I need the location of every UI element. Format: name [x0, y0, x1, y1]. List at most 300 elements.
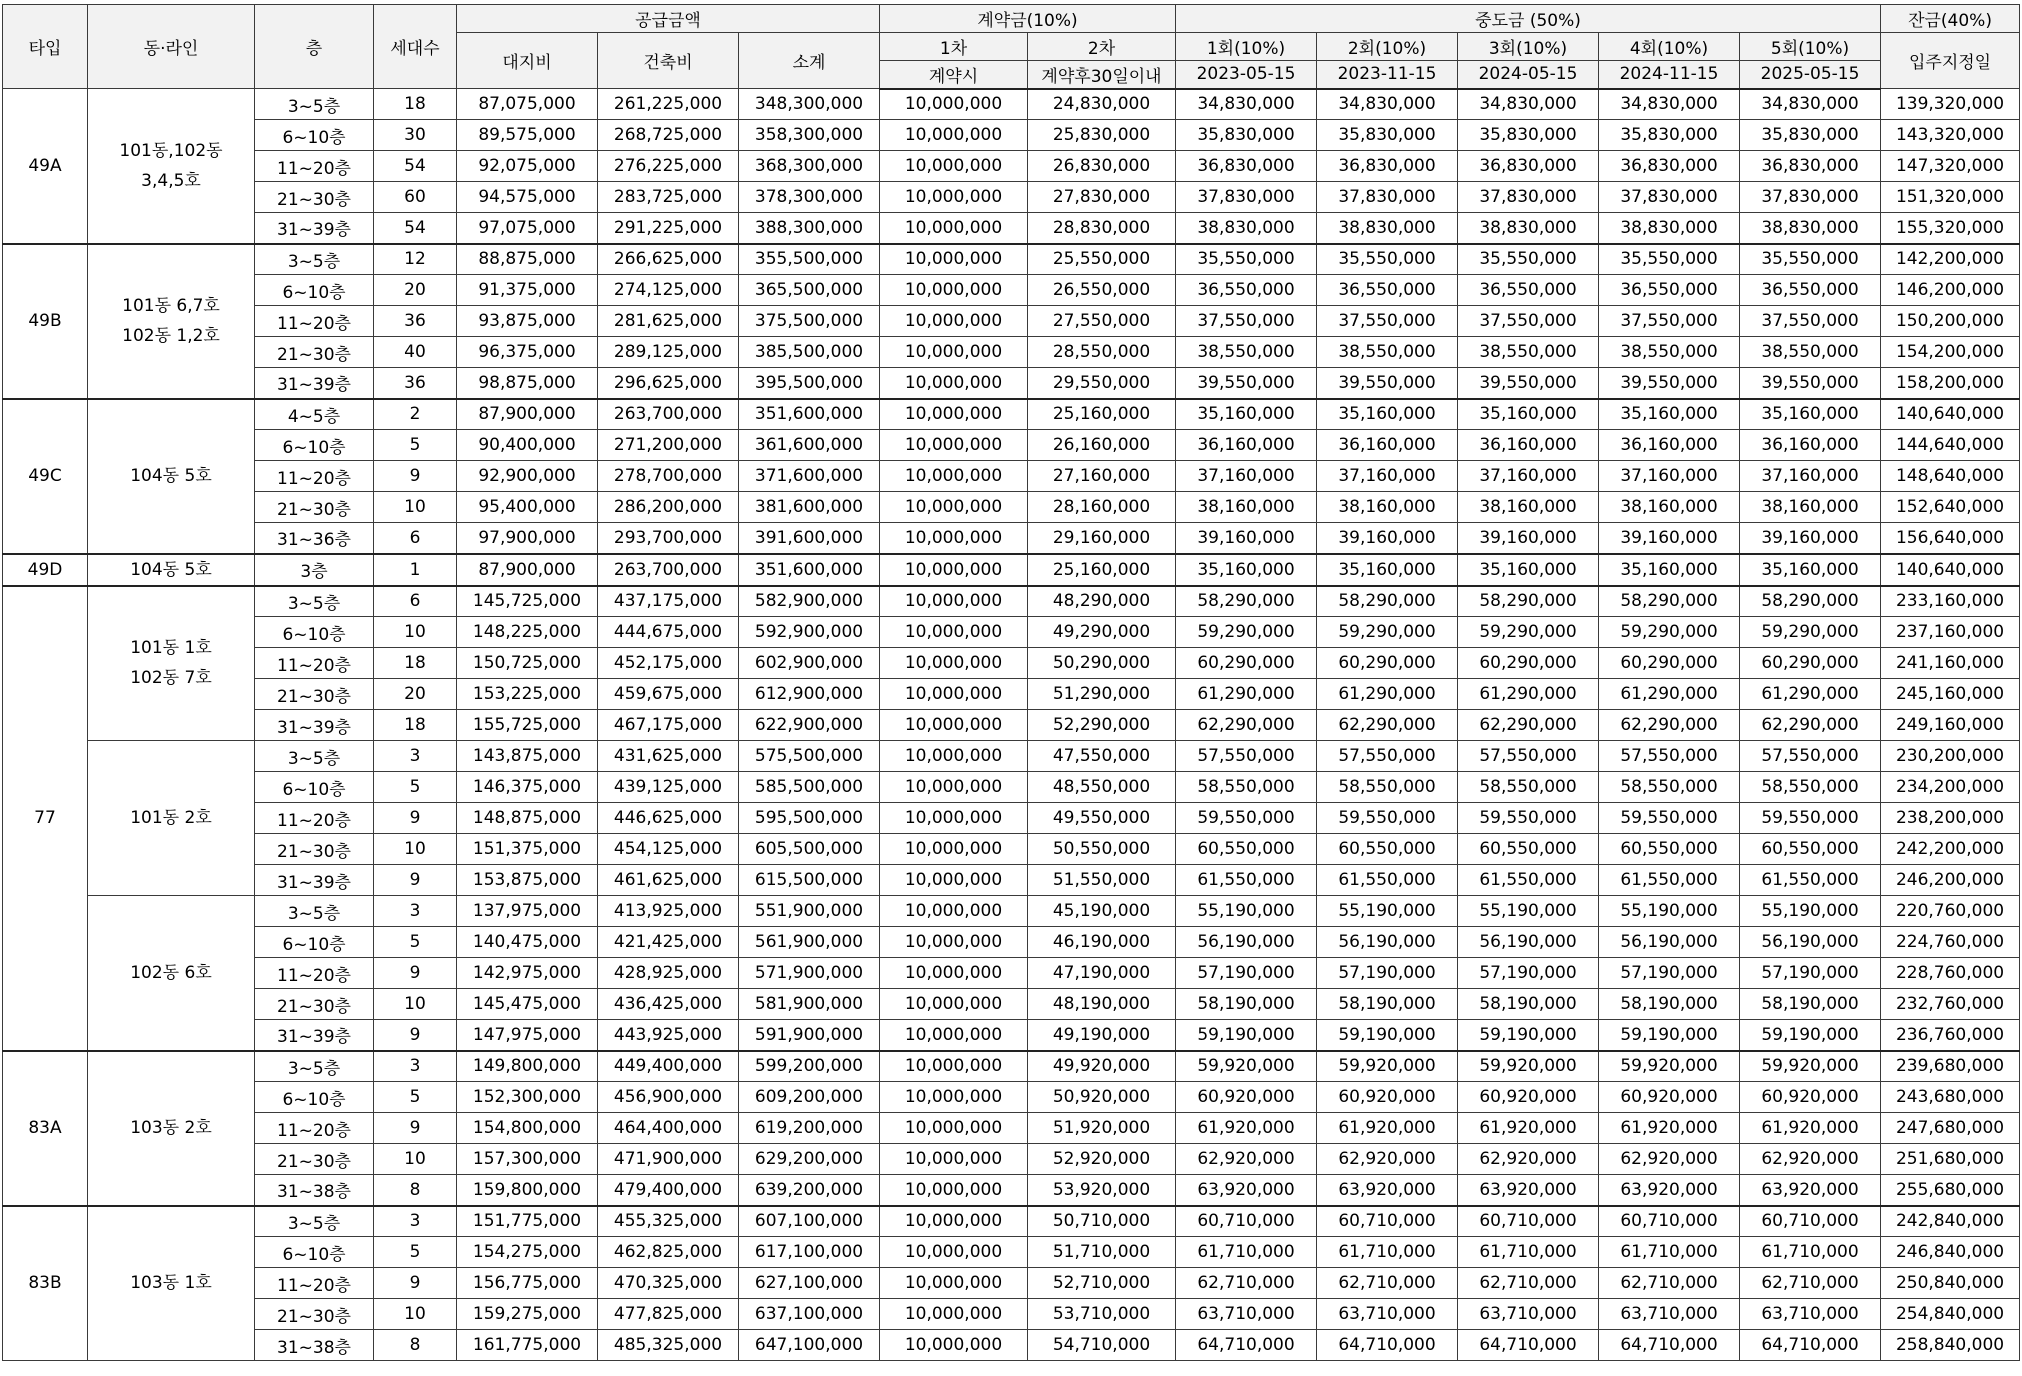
balance-cell: 233,160,000: [1881, 586, 2020, 617]
floor-cell: 21~30층: [255, 1144, 374, 1175]
floor-cell: 21~30층: [255, 337, 374, 368]
middle-5-cell: 38,550,000: [1740, 337, 1881, 368]
middle-3-cell: 59,290,000: [1458, 617, 1599, 648]
land-price-cell: 145,725,000: [457, 586, 598, 617]
middle-3-cell: 38,830,000: [1458, 213, 1599, 244]
households-cell: 36: [374, 306, 457, 337]
land-price-cell: 137,975,000: [457, 896, 598, 927]
subtotal-cell: 612,900,000: [739, 679, 880, 710]
floor-cell: 6~10층: [255, 120, 374, 151]
contract-2-cell: 26,160,000: [1028, 430, 1176, 461]
contract-1-cell: 10,000,000: [880, 461, 1028, 492]
households-cell: 10: [374, 989, 457, 1020]
households-cell: 9: [374, 865, 457, 896]
households-cell: 9: [374, 803, 457, 834]
balance-cell: 237,160,000: [1881, 617, 2020, 648]
type-cell: 49A: [3, 89, 88, 244]
balance-cell: 151,320,000: [1881, 182, 2020, 213]
land-price-cell: 90,400,000: [457, 430, 598, 461]
land-price-cell: 151,775,000: [457, 1206, 598, 1237]
contract-1-cell: 10,000,000: [880, 399, 1028, 430]
middle-3-cell: 60,290,000: [1458, 648, 1599, 679]
table-row: [3, 865, 2020, 896]
building-price-cell: 296,625,000: [598, 368, 739, 399]
middle-5-cell: 37,160,000: [1740, 461, 1881, 492]
middle-5-cell: 60,290,000: [1740, 648, 1881, 679]
middle-3-cell: 60,920,000: [1458, 1082, 1599, 1113]
balance-cell: 242,200,000: [1881, 834, 2020, 865]
middle-3-cell: 62,710,000: [1458, 1268, 1599, 1299]
contract-1-cell: 10,000,000: [880, 213, 1028, 244]
dong-line-cell: 101동 6,7호 102동 1,2호: [88, 244, 255, 399]
floor-cell: 11~20층: [255, 461, 374, 492]
header-middle-5-date: 2025-05-15: [1740, 61, 1881, 89]
middle-1-cell: 61,550,000: [1176, 865, 1317, 896]
middle-1-cell: 63,920,000: [1176, 1175, 1317, 1206]
middle-1-cell: 59,290,000: [1176, 617, 1317, 648]
middle-5-cell: 62,710,000: [1740, 1268, 1881, 1299]
balance-cell: 150,200,000: [1881, 306, 2020, 337]
contract-2-cell: 25,160,000: [1028, 554, 1176, 586]
table-row: [3, 399, 2020, 430]
land-price-cell: 152,300,000: [457, 1082, 598, 1113]
dong-line-cell: 104동 5호: [88, 554, 255, 586]
contract-1-cell: 10,000,000: [880, 120, 1028, 151]
middle-4-cell: 62,710,000: [1599, 1268, 1740, 1299]
balance-cell: 236,760,000: [1881, 1020, 2020, 1051]
contract-1-cell: 10,000,000: [880, 89, 1028, 120]
middle-2-cell: 39,160,000: [1317, 523, 1458, 554]
subtotal-cell: 571,900,000: [739, 958, 880, 989]
floor-cell: 31~39층: [255, 710, 374, 741]
middle-4-cell: 60,920,000: [1599, 1082, 1740, 1113]
middle-4-cell: 37,830,000: [1599, 182, 1740, 213]
header-contract-2: 2차: [1028, 33, 1176, 61]
land-price-cell: 155,725,000: [457, 710, 598, 741]
header-dong-line: 동·라인: [88, 5, 255, 89]
households-cell: 18: [374, 648, 457, 679]
middle-4-cell: 61,290,000: [1599, 679, 1740, 710]
table-row: [3, 430, 2020, 461]
middle-2-cell: 55,190,000: [1317, 896, 1458, 927]
households-cell: 10: [374, 834, 457, 865]
contract-1-cell: 10,000,000: [880, 865, 1028, 896]
middle-5-cell: 61,290,000: [1740, 679, 1881, 710]
middle-1-cell: 35,160,000: [1176, 554, 1317, 586]
contract-2-cell: 51,550,000: [1028, 865, 1176, 896]
middle-2-cell: 61,290,000: [1317, 679, 1458, 710]
building-price-cell: 467,175,000: [598, 710, 739, 741]
header-middle-2-date: 2023-11-15: [1317, 61, 1458, 89]
middle-5-cell: 58,190,000: [1740, 989, 1881, 1020]
balance-cell: 238,200,000: [1881, 803, 2020, 834]
middle-2-cell: 63,920,000: [1317, 1175, 1458, 1206]
building-price-cell: 452,175,000: [598, 648, 739, 679]
middle-5-cell: 39,160,000: [1740, 523, 1881, 554]
building-price-cell: 477,825,000: [598, 1299, 739, 1330]
building-price-cell: 443,925,000: [598, 1020, 739, 1051]
balance-cell: 146,200,000: [1881, 275, 2020, 306]
building-price-cell: 271,200,000: [598, 430, 739, 461]
contract-1-cell: 10,000,000: [880, 182, 1028, 213]
middle-1-cell: 38,830,000: [1176, 213, 1317, 244]
dong-line-cell: 101동 2호: [88, 741, 255, 896]
land-price-cell: 153,875,000: [457, 865, 598, 896]
subtotal-cell: 609,200,000: [739, 1082, 880, 1113]
middle-5-cell: 64,710,000: [1740, 1330, 1881, 1361]
table-row: [3, 803, 2020, 834]
middle-1-cell: 62,710,000: [1176, 1268, 1317, 1299]
floor-cell: 11~20층: [255, 1113, 374, 1144]
middle-2-cell: 59,290,000: [1317, 617, 1458, 648]
table-row: [3, 586, 2020, 617]
households-cell: 10: [374, 1299, 457, 1330]
middle-5-cell: 35,160,000: [1740, 399, 1881, 430]
balance-cell: 250,840,000: [1881, 1268, 2020, 1299]
building-price-cell: 462,825,000: [598, 1237, 739, 1268]
middle-1-cell: 61,290,000: [1176, 679, 1317, 710]
middle-4-cell: 59,290,000: [1599, 617, 1740, 648]
middle-2-cell: 62,710,000: [1317, 1268, 1458, 1299]
table-row: [3, 1020, 2020, 1051]
middle-5-cell: 60,710,000: [1740, 1206, 1881, 1237]
balance-cell: 154,200,000: [1881, 337, 2020, 368]
middle-1-cell: 61,710,000: [1176, 1237, 1317, 1268]
households-cell: 9: [374, 958, 457, 989]
table-row: [3, 461, 2020, 492]
type-cell: 83B: [3, 1206, 88, 1361]
header-households: 세대수: [374, 5, 457, 89]
households-cell: 18: [374, 89, 457, 120]
table-row: [3, 244, 2020, 275]
dong-line-cell: 103동 2호: [88, 1051, 255, 1206]
contract-2-cell: 47,550,000: [1028, 741, 1176, 772]
middle-4-cell: 57,550,000: [1599, 741, 1740, 772]
contract-2-cell: 49,190,000: [1028, 1020, 1176, 1051]
table-row: [3, 554, 2020, 586]
households-cell: 18: [374, 710, 457, 741]
floor-cell: 31~39층: [255, 368, 374, 399]
contract-2-cell: 26,550,000: [1028, 275, 1176, 306]
middle-5-cell: 34,830,000: [1740, 89, 1881, 120]
payment-schedule-table: [2, 4, 2020, 1361]
contract-2-cell: 27,830,000: [1028, 182, 1176, 213]
middle-3-cell: 35,830,000: [1458, 120, 1599, 151]
middle-4-cell: 58,290,000: [1599, 586, 1740, 617]
contract-1-cell: 10,000,000: [880, 306, 1028, 337]
floor-cell: 6~10층: [255, 430, 374, 461]
subtotal-cell: 371,600,000: [739, 461, 880, 492]
table-row: [3, 710, 2020, 741]
table-row: [3, 1175, 2020, 1206]
contract-2-cell: 53,920,000: [1028, 1175, 1176, 1206]
middle-5-cell: 36,160,000: [1740, 430, 1881, 461]
table-row: [3, 679, 2020, 710]
middle-5-cell: 57,550,000: [1740, 741, 1881, 772]
building-price-cell: 436,425,000: [598, 989, 739, 1020]
building-price-cell: 446,625,000: [598, 803, 739, 834]
table-row: [3, 368, 2020, 399]
middle-4-cell: 55,190,000: [1599, 896, 1740, 927]
middle-3-cell: 61,920,000: [1458, 1113, 1599, 1144]
subtotal-cell: 615,500,000: [739, 865, 880, 896]
contract-1-cell: 10,000,000: [880, 1268, 1028, 1299]
table-row: [3, 834, 2020, 865]
contract-2-cell: 51,710,000: [1028, 1237, 1176, 1268]
middle-4-cell: 63,920,000: [1599, 1175, 1740, 1206]
middle-4-cell: 39,550,000: [1599, 368, 1740, 399]
middle-1-cell: 38,160,000: [1176, 492, 1317, 523]
contract-1-cell: 10,000,000: [880, 586, 1028, 617]
households-cell: 5: [374, 1237, 457, 1268]
subtotal-cell: 575,500,000: [739, 741, 880, 772]
contract-2-cell: 27,160,000: [1028, 461, 1176, 492]
dong-line-cell: 104동 5호: [88, 399, 255, 554]
subtotal-cell: 582,900,000: [739, 586, 880, 617]
middle-1-cell: 35,830,000: [1176, 120, 1317, 151]
type-cell: 77: [3, 586, 88, 1051]
middle-5-cell: 59,550,000: [1740, 803, 1881, 834]
land-price-cell: 159,275,000: [457, 1299, 598, 1330]
table-row: [3, 1082, 2020, 1113]
building-price-cell: 464,400,000: [598, 1113, 739, 1144]
type-cell: 49C: [3, 399, 88, 554]
table-header: [3, 5, 2020, 89]
middle-3-cell: 63,710,000: [1458, 1299, 1599, 1330]
subtotal-cell: 629,200,000: [739, 1144, 880, 1175]
floor-cell: 31~39층: [255, 213, 374, 244]
table-row: [3, 89, 2020, 120]
table-row: [3, 896, 2020, 927]
subtotal-cell: 355,500,000: [739, 244, 880, 275]
balance-cell: 249,160,000: [1881, 710, 2020, 741]
middle-1-cell: 58,290,000: [1176, 586, 1317, 617]
table-row: [3, 989, 2020, 1020]
balance-cell: 251,680,000: [1881, 1144, 2020, 1175]
balance-cell: 232,760,000: [1881, 989, 2020, 1020]
subtotal-cell: 639,200,000: [739, 1175, 880, 1206]
contract-1-cell: 10,000,000: [880, 1144, 1028, 1175]
land-price-cell: 156,775,000: [457, 1268, 598, 1299]
households-cell: 12: [374, 244, 457, 275]
building-price-cell: 286,200,000: [598, 492, 739, 523]
subtotal-cell: 381,600,000: [739, 492, 880, 523]
middle-1-cell: 58,190,000: [1176, 989, 1317, 1020]
middle-4-cell: 58,550,000: [1599, 772, 1740, 803]
middle-1-cell: 60,920,000: [1176, 1082, 1317, 1113]
balance-cell: 158,200,000: [1881, 368, 2020, 399]
table-row: [3, 306, 2020, 337]
contract-1-cell: 10,000,000: [880, 648, 1028, 679]
middle-1-cell: 61,920,000: [1176, 1113, 1317, 1144]
middle-4-cell: 35,160,000: [1599, 554, 1740, 586]
contract-1-cell: 10,000,000: [880, 896, 1028, 927]
middle-5-cell: 62,290,000: [1740, 710, 1881, 741]
land-price-cell: 91,375,000: [457, 275, 598, 306]
middle-2-cell: 64,710,000: [1317, 1330, 1458, 1361]
contract-2-cell: 54,710,000: [1028, 1330, 1176, 1361]
land-price-cell: 87,900,000: [457, 399, 598, 430]
building-price-cell: 471,900,000: [598, 1144, 739, 1175]
contract-1-cell: 10,000,000: [880, 1051, 1028, 1082]
middle-4-cell: 37,160,000: [1599, 461, 1740, 492]
balance-cell: 156,640,000: [1881, 523, 2020, 554]
middle-5-cell: 62,920,000: [1740, 1144, 1881, 1175]
header-type: 타입: [3, 5, 88, 89]
dong-line-cell: 103동 1호: [88, 1206, 255, 1361]
middle-5-cell: 59,290,000: [1740, 617, 1881, 648]
floor-cell: 31~38층: [255, 1175, 374, 1206]
households-cell: 9: [374, 1268, 457, 1299]
contract-2-cell: 52,920,000: [1028, 1144, 1176, 1175]
subtotal-cell: 378,300,000: [739, 182, 880, 213]
floor-cell: 3~5층: [255, 586, 374, 617]
contract-2-cell: 53,710,000: [1028, 1299, 1176, 1330]
middle-3-cell: 61,550,000: [1458, 865, 1599, 896]
middle-2-cell: 61,550,000: [1317, 865, 1458, 896]
floor-cell: 31~39층: [255, 1020, 374, 1051]
contract-1-cell: 10,000,000: [880, 554, 1028, 586]
contract-1-cell: 10,000,000: [880, 1020, 1028, 1051]
middle-4-cell: 62,920,000: [1599, 1144, 1740, 1175]
middle-3-cell: 61,710,000: [1458, 1237, 1599, 1268]
households-cell: 6: [374, 523, 457, 554]
middle-3-cell: 62,920,000: [1458, 1144, 1599, 1175]
floor-cell: 6~10층: [255, 617, 374, 648]
contract-1-cell: 10,000,000: [880, 1206, 1028, 1237]
middle-1-cell: 39,160,000: [1176, 523, 1317, 554]
middle-4-cell: 38,830,000: [1599, 213, 1740, 244]
middle-5-cell: 60,550,000: [1740, 834, 1881, 865]
floor-cell: 11~20층: [255, 803, 374, 834]
contract-2-cell: 48,290,000: [1028, 586, 1176, 617]
middle-1-cell: 60,710,000: [1176, 1206, 1317, 1237]
contract-2-cell: 51,290,000: [1028, 679, 1176, 710]
households-cell: 5: [374, 1082, 457, 1113]
middle-4-cell: 61,550,000: [1599, 865, 1740, 896]
contract-2-cell: 51,920,000: [1028, 1113, 1176, 1144]
middle-2-cell: 35,160,000: [1317, 554, 1458, 586]
subtotal-cell: 607,100,000: [739, 1206, 880, 1237]
land-price-cell: 147,975,000: [457, 1020, 598, 1051]
table-row: [3, 927, 2020, 958]
floor-cell: 3~5층: [255, 89, 374, 120]
floor-cell: 11~20층: [255, 306, 374, 337]
middle-3-cell: 35,550,000: [1458, 244, 1599, 275]
middle-2-cell: 60,920,000: [1317, 1082, 1458, 1113]
floor-cell: 21~30층: [255, 989, 374, 1020]
table-body: [3, 89, 2020, 1361]
table-row: [3, 1299, 2020, 1330]
middle-1-cell: 37,830,000: [1176, 182, 1317, 213]
contract-1-cell: 10,000,000: [880, 803, 1028, 834]
middle-4-cell: 34,830,000: [1599, 89, 1740, 120]
building-price-cell: 281,625,000: [598, 306, 739, 337]
type-cell: 83A: [3, 1051, 88, 1206]
subtotal-cell: 599,200,000: [739, 1051, 880, 1082]
middle-4-cell: 60,290,000: [1599, 648, 1740, 679]
balance-cell: 220,760,000: [1881, 896, 2020, 927]
contract-2-cell: 52,290,000: [1028, 710, 1176, 741]
building-price-cell: 428,925,000: [598, 958, 739, 989]
middle-5-cell: 37,830,000: [1740, 182, 1881, 213]
subtotal-cell: 619,200,000: [739, 1113, 880, 1144]
floor-cell: 4~5층: [255, 399, 374, 430]
subtotal-cell: 368,300,000: [739, 151, 880, 182]
middle-4-cell: 36,830,000: [1599, 151, 1740, 182]
land-price-cell: 88,875,000: [457, 244, 598, 275]
balance-cell: 144,640,000: [1881, 430, 2020, 461]
contract-1-cell: 10,000,000: [880, 958, 1028, 989]
subtotal-cell: 365,500,000: [739, 275, 880, 306]
subtotal-cell: 637,100,000: [739, 1299, 880, 1330]
contract-1-cell: 10,000,000: [880, 337, 1028, 368]
middle-2-cell: 35,160,000: [1317, 399, 1458, 430]
land-price-cell: 148,225,000: [457, 617, 598, 648]
building-price-cell: 283,725,000: [598, 182, 739, 213]
header-middle-4-date: 2024-11-15: [1599, 61, 1740, 89]
subtotal-cell: 591,900,000: [739, 1020, 880, 1051]
middle-2-cell: 58,190,000: [1317, 989, 1458, 1020]
households-cell: 54: [374, 213, 457, 244]
floor-cell: 31~38층: [255, 1330, 374, 1361]
middle-2-cell: 36,550,000: [1317, 275, 1458, 306]
middle-5-cell: 63,710,000: [1740, 1299, 1881, 1330]
middle-4-cell: 56,190,000: [1599, 927, 1740, 958]
header-floor: 층: [255, 5, 374, 89]
table-row: [3, 617, 2020, 648]
building-price-cell: 455,325,000: [598, 1206, 739, 1237]
middle-4-cell: 38,160,000: [1599, 492, 1740, 523]
middle-5-cell: 39,550,000: [1740, 368, 1881, 399]
middle-3-cell: 36,550,000: [1458, 275, 1599, 306]
subtotal-cell: 622,900,000: [739, 710, 880, 741]
land-price-cell: 154,275,000: [457, 1237, 598, 1268]
floor-cell: 6~10층: [255, 1237, 374, 1268]
contract-2-cell: 29,550,000: [1028, 368, 1176, 399]
balance-cell: 148,640,000: [1881, 461, 2020, 492]
middle-2-cell: 60,550,000: [1317, 834, 1458, 865]
contract-2-cell: 27,550,000: [1028, 306, 1176, 337]
middle-1-cell: 35,160,000: [1176, 399, 1317, 430]
land-price-cell: 95,400,000: [457, 492, 598, 523]
subtotal-cell: 592,900,000: [739, 617, 880, 648]
floor-cell: 21~30층: [255, 492, 374, 523]
middle-1-cell: 64,710,000: [1176, 1330, 1317, 1361]
contract-2-cell: 50,710,000: [1028, 1206, 1176, 1237]
households-cell: 9: [374, 1020, 457, 1051]
contract-1-cell: 10,000,000: [880, 989, 1028, 1020]
floor-cell: 3~5층: [255, 244, 374, 275]
contract-1-cell: 10,000,000: [880, 1299, 1028, 1330]
land-price-cell: 161,775,000: [457, 1330, 598, 1361]
middle-4-cell: 36,550,000: [1599, 275, 1740, 306]
building-price-cell: 291,225,000: [598, 213, 739, 244]
contract-2-cell: 29,160,000: [1028, 523, 1176, 554]
middle-4-cell: 59,550,000: [1599, 803, 1740, 834]
middle-5-cell: 36,550,000: [1740, 275, 1881, 306]
subtotal-cell: 581,900,000: [739, 989, 880, 1020]
middle-4-cell: 58,190,000: [1599, 989, 1740, 1020]
households-cell: 3: [374, 741, 457, 772]
balance-cell: 140,640,000: [1881, 554, 2020, 586]
middle-4-cell: 36,160,000: [1599, 430, 1740, 461]
floor-cell: 3층: [255, 554, 374, 586]
middle-3-cell: 60,710,000: [1458, 1206, 1599, 1237]
contract-1-cell: 10,000,000: [880, 523, 1028, 554]
land-price-cell: 140,475,000: [457, 927, 598, 958]
middle-1-cell: 58,550,000: [1176, 772, 1317, 803]
